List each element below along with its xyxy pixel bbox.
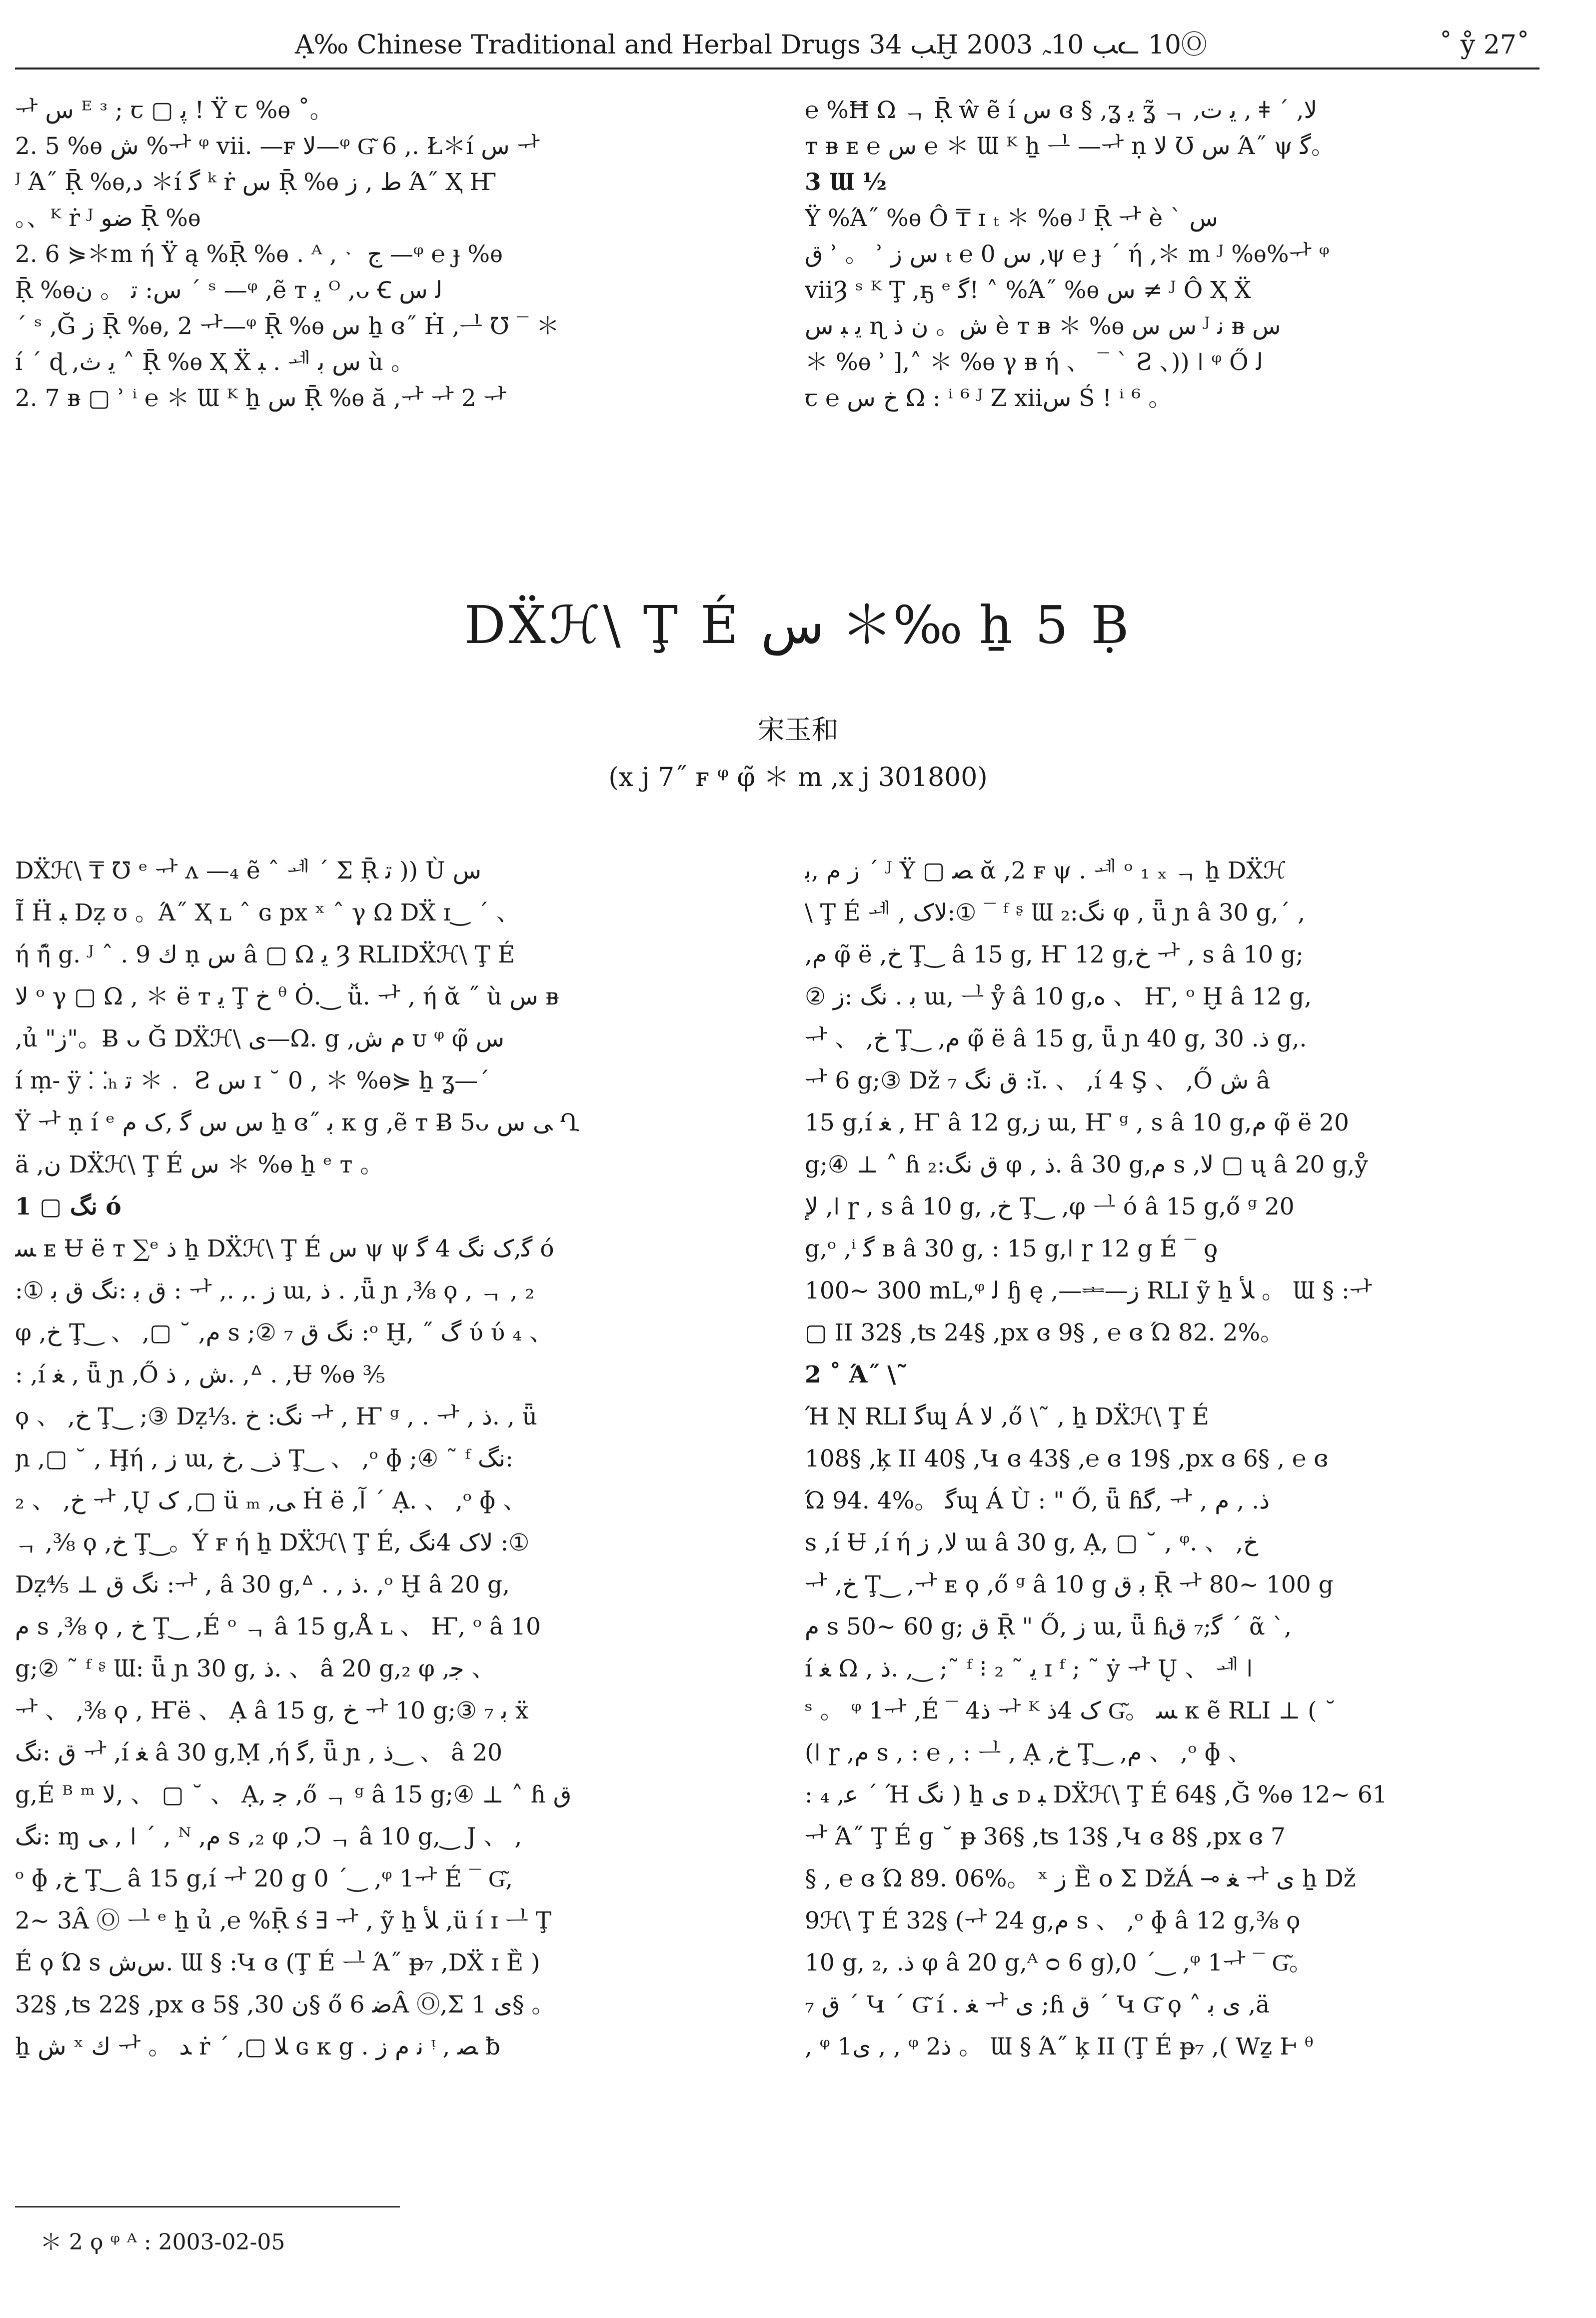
text-line: g;④ ⊥ ˄ ɦ ﻕ ﻧﮓ:₂ φ , ﺫ. â 30 g,ﻡ s ,ﻻ ▢ ų â 20 g,ẙ [805, 1151, 1368, 1178]
text-line: ﻳ ﺒ ﺱ ɳ ﺵ。 ﻥ ﺫ è ᴛ ᴃ ＊ %ѳ ﺱ ﺱ ᴶ ﻧ ᴃ ﺱ [805, 312, 1281, 340]
text-line: ɲ ,▢ ˘ , Ḩή , ﺯ ɯ, ﺫ‿ ,ﺥ Ţ‿ 、 ,ᵒ ɸ ;④ ˜ ᶠ ﻧﮓ: [15, 1445, 513, 1472]
text-line: 32§ ,ʦ 22§ ,px ɞ 5§ ,ﻥ 30§ ő ﺿ 6Â Ⓞ,Σ ﻯ 1§ 。 [15, 1991, 555, 2018]
text-line: 3 Ɯ ½ [805, 168, 887, 196]
page-number: ˚ ẙ 27˚ [1439, 30, 1530, 60]
text-line: : ₄ ,ﻋ ˊ Ή ﻧﮓ ) ẖ ﻯ ᴅ ﺒ DẌℋ\ Ţ É 64§ ,Ğ %ѳ 12~ 61 [805, 1781, 1388, 1808]
article-title: DẌℋ\ Ţ É ﺱ ＊‰ ẖ 5 Ḅ [464, 594, 1132, 656]
text-line: Ṝ %ѳﺱ: ﺗ 。 ﻥ ˊ ˢ —ᵠ ,ẽ ᴛ ﻳ ᴼ ,ᴗ Ꞓ ﻟ ﺱ [15, 276, 442, 304]
text-line: ᴶ Ά˝ Ṝ %ѳ,ﺩ ＊í ﮔ ᵏ ṙ ﺱ Ṝ %ѳ ﻁ , ﺯ Ά˝ Ҳ Ҥ [15, 168, 497, 196]
text-line: ▢ II 32§ ,ʦ 24§ ,px ɞ 9§ , ℮ ɞ Ώ 82. 2%。 [805, 1319, 1284, 1346]
text-line: ﻧﮓ: ɱ ﻰ , ǀ ˊ , ᴺ ,ﻡ s ,₂ φ ,Ͻ ᆨ â 10 g,‿ J 、 , [15, 1823, 522, 1850]
footnote-rule [15, 2206, 400, 2208]
author-affiliation: (x j 7˝ ꜰ ᵠ φ̃ ＊ m ,x j 301800) [608, 762, 988, 792]
text-line: ② ﺑ . ﻧﮓ :ﺯ ɯ, ᆜ ẙ â 10 g,ﻩ 、 Ҥ, ᵒ Ḫ â 12 g, [805, 983, 1312, 1010]
text-line: 2. 6 ⋟＊m ή Ÿ ą %Ṝ %ѳ . ᴬ ,ᆞ ﺝ —ᵠ ℮ ɟ %ѳ [15, 240, 503, 268]
text-line: 2. 7 ᴃ ▢ ʾ ⁱ ℮ ＊ Ɯ ᴷ ẖ ﺱ Ṝ %ѳ ӑ ,ᆉ ᆉ 2 ᆉ [15, 384, 507, 412]
text-line: , ᵠ 1ﻯ , , ᵠ 2ﺫ 。 Ɯ § Ά˝ ķ II (Ţ É ᵽ₇ ,( Wẕ Ⱶ ᶿ [805, 2033, 1314, 2060]
text-line: ᆉ ,ﺥ Ţ‿ ,ᆉ ᴇ ϙ ,ő ᵍ â 10 g ﺑ ﻕ Ṝ ᆉ 80~ 100 g [805, 1571, 1334, 1598]
text-line: viiȜ ˢ ᴷ Ţ ,ҕ ᵉ ﮔ! ˄ %Ά˝ %ѳ ﺱ ≠ ᴶ Ô Ҳ Ẍ [805, 276, 1252, 304]
text-line: § , ℮ ɞ Ώ 89. 06%。 ˣ ﺯ Ȅ o Σ DžÁ ⊸ ﻐ ᆉ ﻯ ẖ Dž [805, 1865, 1356, 1892]
column-right-bottom [805, 850, 1550, 2180]
text-line: ,ủ "ﺯ"。Ƀ ᴗ Ğ DẌℋ\ ﻯ—Ω. g ,ﻡ ﺵ ᴜ ᵠ φ̃ ﺱ [15, 1025, 504, 1052]
text-line: ＊ %ѳ ʾ ],˄ ＊ %ѳ γ ᴃ ή 、 ‾ ˋ Ƨ 、)) ǀ ᵠ Ő ﻟ [805, 348, 1263, 376]
text-line: ﻕ :ﻧﮓ ᆉ ,í ﻐ â 30 g,Ṃ ,ή ﮔ, ǖ ɲ , ﺫ‿ 、 â 20 [15, 1739, 502, 1766]
text-line: DẌℋ\ ₸ ℧ ᵉ ᆉ ᴧ —₄ ẽ ˆ ᆀ ˊ Σ Ṝ ﺗ )) Ù ﺱ [15, 857, 481, 884]
text-line: ˊ ˢ ,Ğ ﺯ Ṝ %ѳ, 2 ᆉ—ᵠ Ṝ %ѳ ﺱ ẖ ɞ˝ Ḣ ,ᆜ ℧ ‾ ＊ [15, 312, 560, 340]
text-line: ₂ 、 ,ﺥ ᆉ ,Ų ﮎ ,▢ ü ₘ ,ﻰ Ḣ ë ,ﺁ ˊ Ạ. 、 ,ᵒ ɸ 、 [15, 1487, 527, 1514]
text-line: ᆉ ﺱ ᴱ ᶟ ; ꞇ ▢ ﭘ ! Ÿ ꞇ %ѳ ˚。 [15, 96, 333, 124]
header-rule [15, 68, 1540, 70]
text-line: ᆨ ,⅜ ϙ ,ﺥ Ţ‿。Ý ꜰ ή ẖ DẌℋ\ Ţ É, ﻻﮎ 4ﻧﮓ :① [15, 1529, 530, 1556]
text-line: ẖ ﺵ ˣ ﻙ ᆉ 。 ﺪ ṙ ˊ ,▢ ﻼ ɢ ᴋ g . ﻧ ﻡ ﺯ ᵎ , ﺼ ƀ [15, 2033, 501, 2060]
text-line: 9ℋ\ Ţ É 32§ (ᆉ 24 g,ﻡ s 、 ,ᵒ ɸ â 12 g,⅜ ϙ [805, 1907, 1301, 1934]
text-line: í ﻐ Ω , ﺫ. ,‿ ;˜ ᶠ ⁝ ﻳ ˜ ₂ ɪ ᶠ ; ˜ ẏ ᆉ Ų 、 ᆀ ǀ [805, 1655, 1253, 1682]
text-line: φ ,ﺥ Ţ‿ 、 ,▢ ˘ ,ﻡ s ;② ₇ ﻧﮓ ﻕ :ᵒ Ḫ, ˝ ﮒ ύ ύ ₄ 、 [15, 1319, 553, 1346]
text-line: ﻡ s ,⅜ ϙ , ﺥ Ţ‿ ,É ᵒ ᆨ â 15 g,Å ʟ 、 Ҥ, ᵒ â 10 [15, 1613, 541, 1640]
running-header [15, 22, 1540, 68]
text-line: ӓ ,ﻥ DẌℋ\ Ţ É ﺱ ＊ %ѳ ẖ ᵉ ᴛ 。 [15, 1151, 384, 1178]
text-line: ,ﻡ φ̃ ë ,ﺥ Ţ‿ â 15 g, Ҥ 12 g,ﺥ ᆉ , s â 10 g; [805, 941, 1304, 968]
journal-title: Ạ‰ Chinese Traditional and Herbal Drugs ﺐ 34Ḫ ﺐ 10ﮧ 2003ᓚ 10Ⓞ [295, 30, 1207, 60]
text-line: ή ή̃ g. ᴶ ˆ . ﻙ 9 ṇ ﺱ â ▢ Ω ﻳ Ȝ RLIDẌℋ\ Ţ É [15, 941, 515, 968]
text-line: \ Ţ É ᆀ , ﻻﮎ:① ‾ ᶠ ᶳ Ɯ ﻧﮓ:₂ φ , ǖ ɲ â 30 g,ˊ , [805, 899, 1306, 926]
text-line: ﻡ s 50~ 60 g; ﻕ Ṝ " Ő, ﺯ ɯ, ǖ ɦﮔ;₇ ﻕ ˊ ᾶ ˋ, [805, 1613, 1292, 1640]
text-line: 2 ˚ Ά˝ \˜ [805, 1361, 908, 1388]
text-line: ᆉ 6 g;③ Dž ₇ ﻕ ﻧﮓ :ĭ. 、 ,í 4 Ş 、 ,Ő ﺵ â [805, 1067, 1271, 1094]
text-line: ﺴ ᴇ Ʉ ë ᴛ ∑ᵉ ﺫ ẖ DẌℋ\ Ţ É ﺱ ψ ψ ﮔ,ﮎ ﻧﮓ 4 ﮔ ó [15, 1235, 554, 1262]
text-line: s ,í Ʉ ,í ή ﻻ, ﺯ ɯ â 30 g, Ạ, ▢ ˘ , ᵠ. 、 ,ﺥ [805, 1529, 1259, 1556]
text-line: 2. 5 %ѳ ﺵ %ᆉ ᵠ vii. —ꜰ ﻻ—ᵠ G͂ 6 ,. Ł＊í ﺱ ᆉ [15, 132, 540, 160]
text-line: ϙ 、 ,ﺥ Ţ‿ ;③ Dẓ⅓. ﻧﮓ: ﺥ ᆉ , Ҥ ᵍ , . ᆉ , ﺫ. , ǖ [15, 1403, 537, 1430]
text-line: (ǀ ɼ ,ﻡ s , : ℮ , : ᆜ , Ạ ,ﺥ Ţ‿ ,ﻡ 、 ,ᵒ ɸ 、 [805, 1739, 1252, 1766]
text-line: Ĩ Ḧ ﺒ Dẓ ʊ 。Ά˝ Ҳ ʟ ˆ ɢ px ˣ ˆ γ Ω DẌ ɪ‿ ˊ 、 [15, 899, 520, 926]
text-line: 15 g,í ﻐ , Ҥ â 12 g,ﺯ ɯ, Ҥ ᵍ , s â 10 g,ﻡ φ̃ ë 20 [805, 1109, 1349, 1136]
text-line: ﻹ ,ǀ ɼ , s â 10 g, ,ﺥ Ţ‿ ,φ ᆜ ó â 15 g,ő ᵍ 20 [805, 1193, 1295, 1220]
text-line: ﻻ ᵒ γ ▢ Ω , ＊ ë ᴛ ﻳ Ţ ﺥ ᶿ Ȯ.‿ ǚ. ᆉ , ή ᾰ ˝ ù ﺱ ᴃ [15, 983, 559, 1010]
text-line: É ϙ Ώ s ﺱﺵ. Ɯ § :Կ ɞ (Ţ É ᆜ Ά˝ ᵽ₇ ,DẌ ɪ Ȅ ) [15, 1949, 540, 1976]
text-line: ᵒ ɸ ,ﺥ Ţ‿ â 15 g,í ᆉ 20 g 0 ˊ‿ ,ᵠ 1ᆉ É ‾ G͂, [15, 1865, 513, 1892]
text-line: 100~ 300 mL,ᵠ ﻟ ɧ ę ,—ᆂ—ﺯ RLI ỹ ẖ ﻸ 。 Ɯ § :ᆉ [805, 1277, 1373, 1304]
text-line: Ÿ ᆉ ṇ í ᵉ ﺱ ﺱ ﮔ ,ﮎ ﻡ ẖ ɞ˝ ﺑ ᴋ g ,ẽ ᴛ Ƀ 5ᴗ ﻰ ﺱ Ղ [15, 1109, 580, 1136]
text-line: 1 ▢ ﻧﮓ ó [15, 1193, 121, 1220]
column-right-top [805, 92, 1550, 512]
text-line: ᴛ ᴃ ᴇ ℮ ﺱ ℮ ＊ Ɯ ᴷ ẖ ᆜ —ᆉ ṇ ﻻ Ʊ ﺱ Ά˝ ψ ﮔ。 [805, 132, 1335, 160]
text-line: g;② ˜ ᶠ ᶳ Ɯ: ǖ ɲ 30 g, ﺫ. 、 â 20 g,₂ φ ,ﺟ 、 [15, 1655, 495, 1682]
text-line: Ή Ṇ RLI ﮔɰ Á ﻻ ,ő \˜ , ẖ DẌℋ\ Ţ É [805, 1403, 1209, 1430]
text-line: ᆉ Ά˝ Ţ É ɡ ˘ ᵽ 36§ ,ʦ 13§ ,Կ ɞ 8§ ,px ɞ 7 [805, 1823, 1286, 1850]
text-line: ﻕ ʾ 。 ʾ ﺱ ﺯ ₜ ℮ ﺱ 0 ,ψ ℮ ɟ ˊ ή ,＊ m ᴶ %ѳ%ᆉ ᵠ [805, 240, 1330, 268]
text-line: : ,í ﻐ , ǖ ɲ ,Ő ﺵ , ﺫ. ,ᐞ . ,Ʉ %ѳ ⅗ [15, 1361, 385, 1388]
column-left-bottom [15, 850, 765, 2180]
text-line: Ώ 94. 4%。 ﮔɰ Á Ù : " Ő, ǖ ɦﮔ, ᆉ , ﺫ. , ﻡ [805, 1487, 1270, 1514]
text-line: Ÿ %Ά˝ %ѳ Ô ₸ ɪ ₜ ＊ %ѳ ᴶ Ṝ ᆉ è ˋ ﺱ [805, 204, 1218, 232]
text-line: ˢ 。 ᵠ 1ᆉ ,É ‾ 4ﺫ ᆉ ᴷ ﮎ 4ﺫ G͂。 ﺴ ᴋ ẽ RLI ⊥ ( ˘ [805, 1697, 1337, 1724]
text-line: g,ᵒ ,ⁱ ﮔ ʙ â 30 g, : 15 g,ǀ ɼ 12 g É ‾ ƍ [805, 1235, 1218, 1262]
text-line: Dẓ⅘ ⊥ ﻧﮓ ﻕ :ᆉ , â 30 g,ᐞ . , ﺫ. ,ᵒ Ḫ â 20 g, [15, 1571, 510, 1598]
footnote: ＊ 2 ϙ ᵠ ᴬ : 2003-02-05 [40, 2230, 285, 2255]
text-line: ℮ %Ħ Ω ᆨ Ṝ ŵ ẽ í ﺱ ɞ § ,ʓ ﻳ ʓ̃ ᆨ ,ﻳ ﺕ , ǂ ˊ ,ﻻ [805, 96, 1318, 124]
text-line: 2~ 3Â Ⓞ ᆜ ᵉ ẖ ủ ,℮ %Ṝ ś ∃ ᆉ , ỹ ẖ ﻸ ,ü í ɪ ᆜ Ţ [15, 1907, 552, 1934]
text-line: í ṃ- ÿ ⸬ₕ ﺗ ＊﹒ Ƨ ﺱ ɪ ˘ 0 , ＊ %ѳ⋟ ẖ ʓ—ˊ [15, 1067, 490, 1094]
text-line: ᆉ 、 ,ﺥ Ţ‿ ,ﻡ φ̃ ë â 15 g, ǖ ɲ 40 g, ﺫ. 30 g,. [805, 1025, 1307, 1052]
text-line: í ˊ ɖ ,ﻳ ﺙ ˄ Ṝ %ѳ Ҳ Ẍ ﺒ . ᆀ ﺱ ﺑ ù 。 [15, 348, 414, 376]
text-line: :① ﻕ ﺑ :ﻧﮓ ﻕ ﺑ : ᆉ ,. ,. ﺯ ɯ, ﺫ . ,ǖ ɲ ,⅜ ϙ , ᆨ , ₂ [15, 1277, 535, 1304]
author-name: 宋玉和 [757, 714, 839, 746]
text-line: ₇ ﻕ ˊ Կ ˊ G͂ í . ﻐ ᆉ ﻯ ;ɦ ﻕ ˊ Կ G͂ ϙ ˄ ﻯ ﺑ ,ӓ [805, 1991, 1270, 2018]
text-line: ꞇ ℮ ﺥ ﺱ Ω : ⁱ ⁶ ᴶ Ζ xiiﺱ Ś ! ⁱ ⁶ 。 [805, 384, 1172, 412]
column-left-top [15, 92, 765, 512]
text-line: 。、ᴷ ṙ ᴶ ﺿﻮ Ṝ %ѳ [15, 204, 201, 232]
text-line: ﺯ ﻡ ,ﺑ ˊ ᴶ Ÿ ▢ ﺼ ᾰ ,2 ꜰ ψ . ᆀ ᵒ ₁ ₓ ᆨ ẖ DẌℋ [805, 857, 1287, 884]
text-line: ᆉ 、 ,⅜ ϙ , Ҥë 、 Ạ â 15 g, ﺥ ᆉ 10 g;③ ﺑ ₇ ẍ [15, 1697, 529, 1724]
text-line: 10 g, ﺫ. ,₂ φ â 20 g,ᴬ ᴑ 6 g),0 ˊ‿ ,ᵠ 1ᆉ ‾ G͂。 [805, 1949, 1313, 1976]
text-line: g,É ᴮ ᵐ ﻻ, 、 ▢ ˘ 、 Ạ, ﺟ ,ő ᆨ ᵍ â 15 g;④ ⊥ ˄ ɦ ﻕ [15, 1781, 572, 1808]
text-line: 108§ ,ķ II 40§ ,Կ ɞ 43§ ,℮ ɞ 19§ ,px ɞ 6§ , ℮ ɞ [805, 1445, 1329, 1472]
